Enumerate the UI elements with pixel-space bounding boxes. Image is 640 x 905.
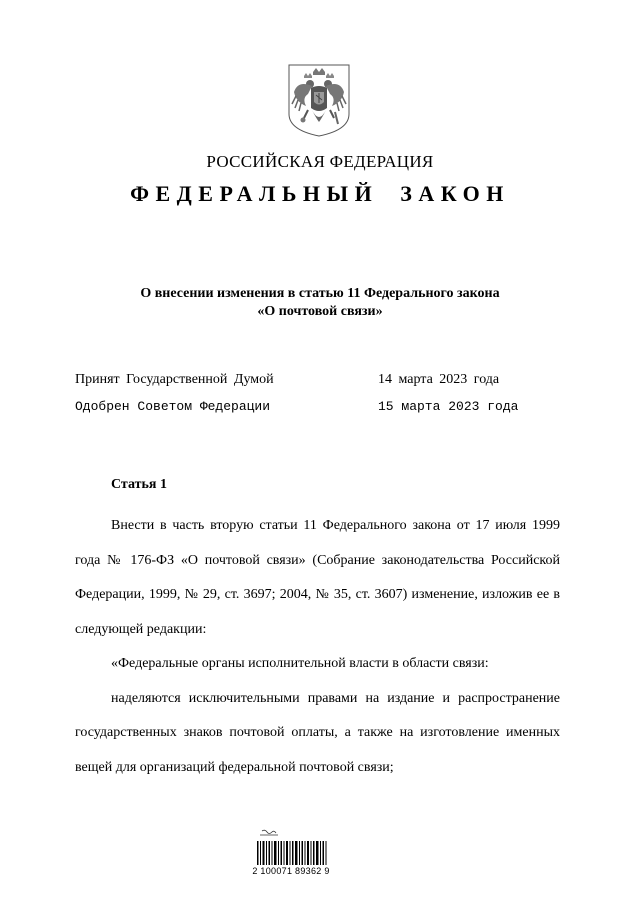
adoption-label: Одобрен Советом Федерации <box>75 399 271 414</box>
country-name: РОССИЙСКАЯ ФЕДЕРАЦИЯ <box>206 152 434 171</box>
article-paragraph: Внести в часть вторую статьи 11 Федерального закона от 17 июля 1999 года № 176-ФЗ «О почтовой связи» (Собрание законодательства Российской Федерации, 1999, № 29, ст. 3697; 2004, № 35, ст. 3607) изменение, изложив ее в следующей редакции: <box>75 518 560 637</box>
barcode-icon <box>256 829 328 885</box>
article-heading: Статья 1 <box>111 477 167 492</box>
document-type-word-2: ЗАКОН <box>400 181 510 206</box>
law-title-line-2: «О почтовой связи» <box>257 304 383 319</box>
adoption-label: Принят Государственной Думой <box>75 372 274 387</box>
law-title-line-1: О внесении изменения в статью 11 Федерального закона <box>140 286 500 301</box>
adoption-date: 14 марта 2023 года <box>378 372 500 387</box>
barcode-number: 2 100071 89362 9 <box>252 866 330 876</box>
document-type <box>0 181 640 207</box>
adoption-date: 15 марта 2023 года <box>378 399 519 414</box>
article-paragraph: наделяются исключительными правами на издание и распространение государственных знаков почтовой оплаты, а также на изготовление именных вещей для организаций федеральной почтовой связи; <box>75 690 560 775</box>
article-paragraph: «Федеральные органы исполнительной власти в области связи: <box>111 656 489 671</box>
article-body <box>75 509 560 785</box>
document-type-word-1: ФЕДЕРАЛЬНЫЙ <box>130 181 379 206</box>
coat-of-arms-icon <box>286 62 352 138</box>
law-title <box>0 285 640 321</box>
